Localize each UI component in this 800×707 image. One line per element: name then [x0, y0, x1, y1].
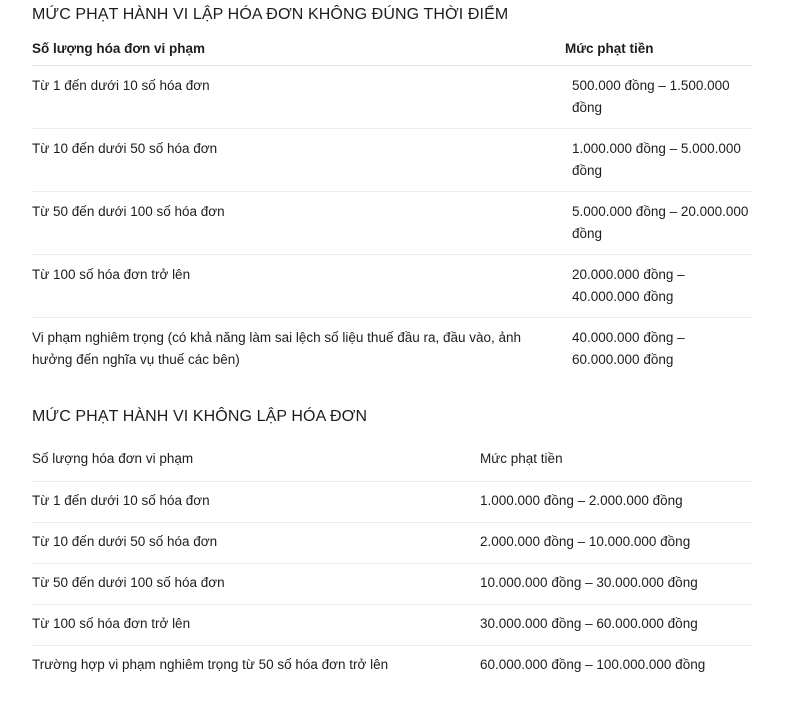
invoice-count-cell: Từ 100 số hóa đơn trở lên — [32, 255, 565, 318]
invoice-count-cell: Từ 50 đến dưới 100 số hóa đơn — [32, 563, 480, 604]
table-row — [32, 129, 752, 192]
column-header-fine: Mức phạt tiền — [480, 440, 752, 481]
table-header-row — [32, 38, 752, 66]
fine-cell: 60.000.000 đồng – 100.000.000 đồng — [480, 656, 706, 672]
table-row — [32, 522, 752, 563]
invoice-count-cell: Từ 50 đến dưới 100 số hóa đơn — [32, 192, 565, 255]
table-row — [32, 318, 752, 381]
column-header-invoice-count: Số lượng hóa đơn vi phạm — [32, 440, 480, 481]
fine-cell: 500.000 đồng – 1.500.000 đồng — [565, 66, 752, 129]
invoice-count-cell: Từ 10 đến dưới 50 số hóa đơn — [32, 129, 565, 192]
invoice-count-cell: Vi phạm nghiêm trọng (có khả năng làm sai lệch số liệu thuế đầu ra, đầu vào, ảnh hưởng đến nghĩa vụ thuế các bên) — [32, 330, 522, 367]
late-invoice-fine-table — [32, 38, 752, 381]
table-row — [32, 66, 752, 129]
fine-cell: 20.000.000 đồng – 40.000.000 đồng — [565, 255, 752, 318]
table-row — [32, 645, 752, 686]
fine-cell: 1.000.000 đồng – 2.000.000 đồng — [480, 481, 752, 522]
table-row — [32, 255, 752, 318]
invoice-count-cell: Từ 1 đến dưới 10 số hóa đơn — [32, 481, 480, 522]
table-row — [32, 563, 752, 604]
fine-cell: 40.000.000 đồng – 60.000.000 đồng — [572, 330, 685, 367]
section-1-title: MỨC PHẠT HÀNH VI LẬP HÓA ĐƠN KHÔNG ĐÚNG THỜI ĐIỂM — [32, 6, 509, 23]
table-header-row — [32, 440, 752, 481]
fine-cell: 10.000.000 đồng – 30.000.000 đồng — [480, 563, 752, 604]
table-row — [32, 604, 752, 645]
fine-cell: 5.000.000 đồng – 20.000.000 đồng — [565, 192, 752, 255]
section-2-title: MỨC PHẠT HÀNH VI KHÔNG LẬP HÓA ĐƠN — [32, 408, 368, 425]
invoice-count-cell: Trường hợp vi phạm nghiêm trọng từ 50 số hóa đơn trở lên — [32, 656, 389, 672]
column-header-fine: Mức phạt tiền — [565, 38, 752, 66]
fine-cell: 2.000.000 đồng – 10.000.000 đồng — [480, 522, 752, 563]
column-header-invoice-count: Số lượng hóa đơn vi phạm — [32, 38, 565, 66]
invoice-count-cell: Từ 10 đến dưới 50 số hóa đơn — [32, 522, 480, 563]
table-row — [32, 481, 752, 522]
invoice-count-cell: Từ 1 đến dưới 10 số hóa đơn — [32, 66, 565, 129]
fine-cell: 1.000.000 đồng – 5.000.000 đồng — [565, 129, 752, 192]
table-row — [32, 192, 752, 255]
fine-cell: 30.000.000 đồng – 60.000.000 đồng — [480, 604, 752, 645]
invoice-count-cell: Từ 100 số hóa đơn trở lên — [32, 604, 480, 645]
no-invoice-fine-table — [32, 440, 752, 686]
